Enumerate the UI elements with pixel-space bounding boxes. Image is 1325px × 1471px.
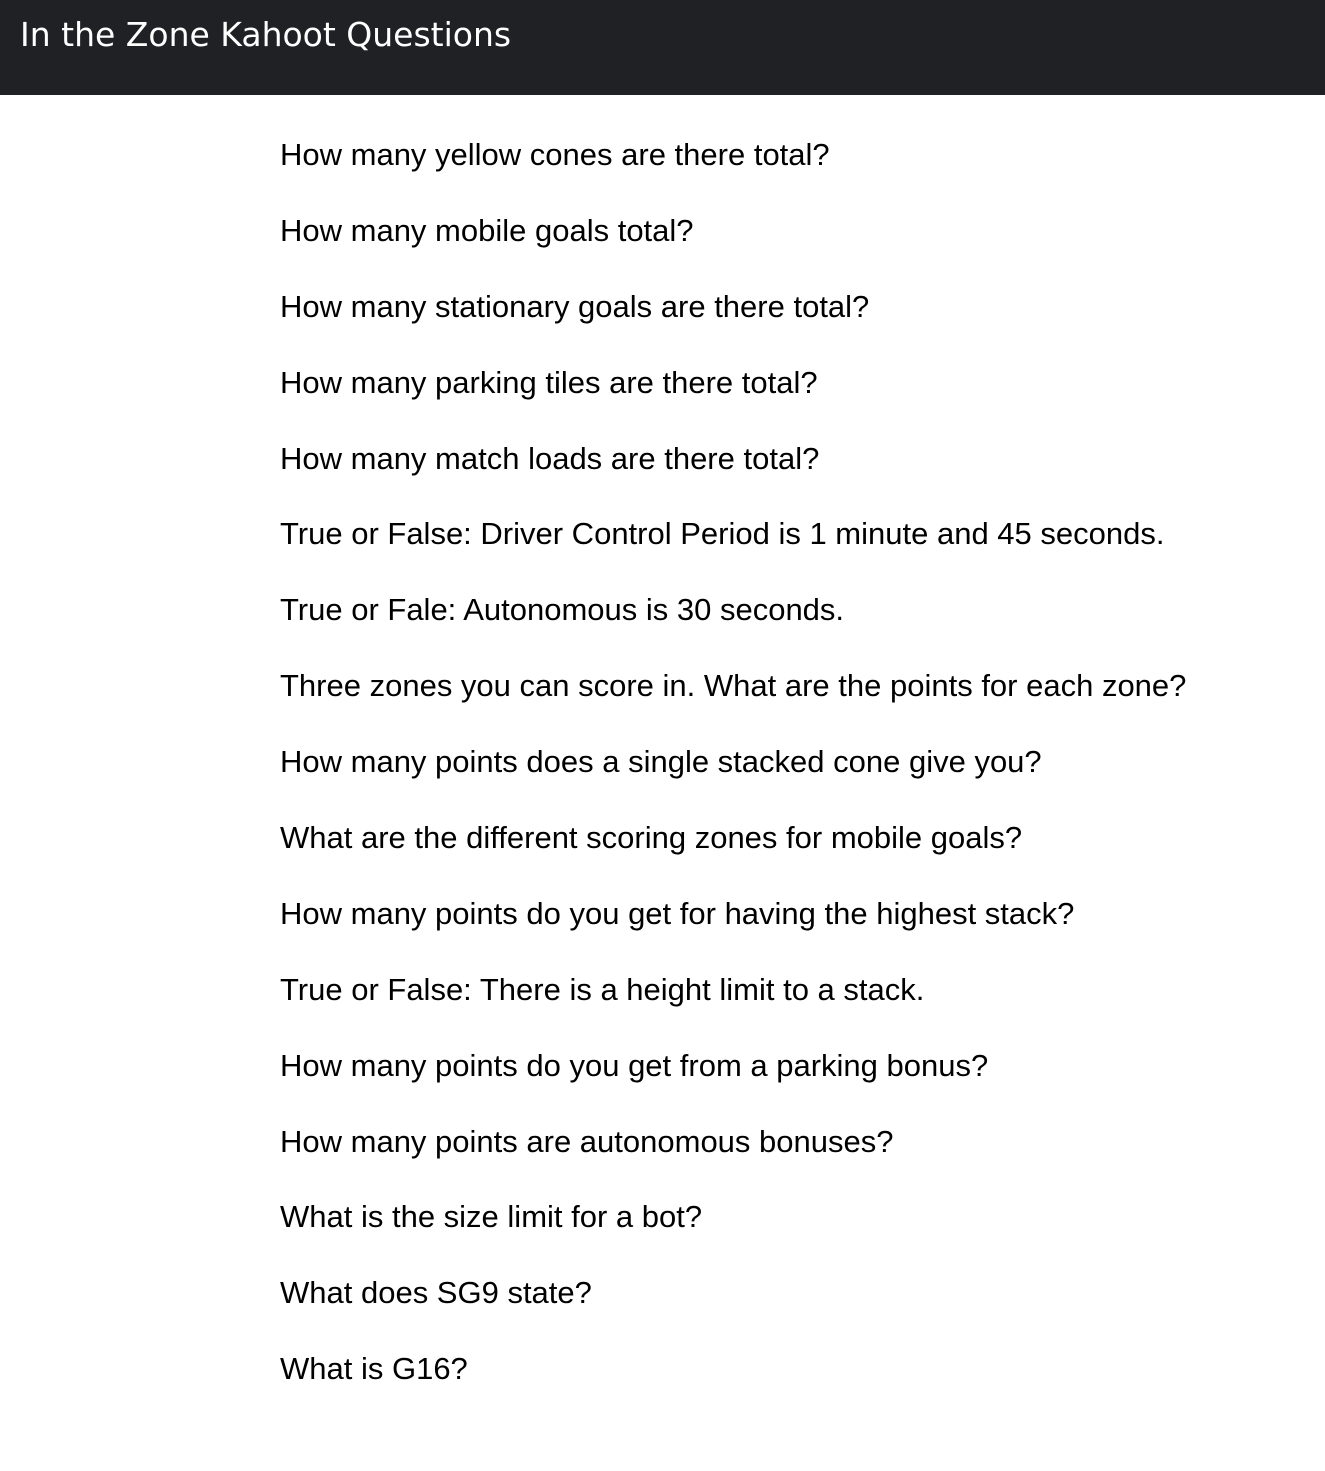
question-item: How many points does a single stacked cone give you? — [280, 744, 1042, 780]
question-item: How many mobile goals total? — [280, 212, 694, 248]
question-item: How many stationary goals are there total? — [280, 288, 870, 324]
question-item: What is G16? — [280, 1351, 468, 1387]
question-list — [280, 135, 1320, 1389]
question-item: What are the different scoring zones for mobile goals? — [280, 820, 1023, 856]
question-item: How many parking tiles are there total? — [280, 364, 818, 400]
question-item: Three zones you can score in. What are the points for each zone? — [280, 668, 1187, 704]
question-item: How many points are autonomous bonuses? — [280, 1123, 894, 1159]
question-item: True or False: There is a height limit to a stack. — [280, 971, 925, 1007]
header-bar — [0, 0, 1325, 95]
document-body — [280, 135, 1320, 1425]
document-title: In the Zone Kahoot Questions — [20, 15, 512, 54]
question-item: What does SG9 state? — [280, 1275, 592, 1311]
question-item: True or False: Driver Control Period is 1 minute and 45 seconds. — [280, 516, 1165, 552]
question-item: How many points do you get from a parking bonus? — [280, 1047, 989, 1083]
question-item: How many points do you get for having the highest stack? — [280, 895, 1075, 931]
question-item: How many yellow cones are there total? — [280, 137, 830, 172]
question-item: True or Fale: Autonomous is 30 seconds. — [280, 592, 845, 628]
question-item: How many match loads are there total? — [280, 440, 820, 476]
question-item: What is the size limit for a bot? — [280, 1199, 703, 1235]
